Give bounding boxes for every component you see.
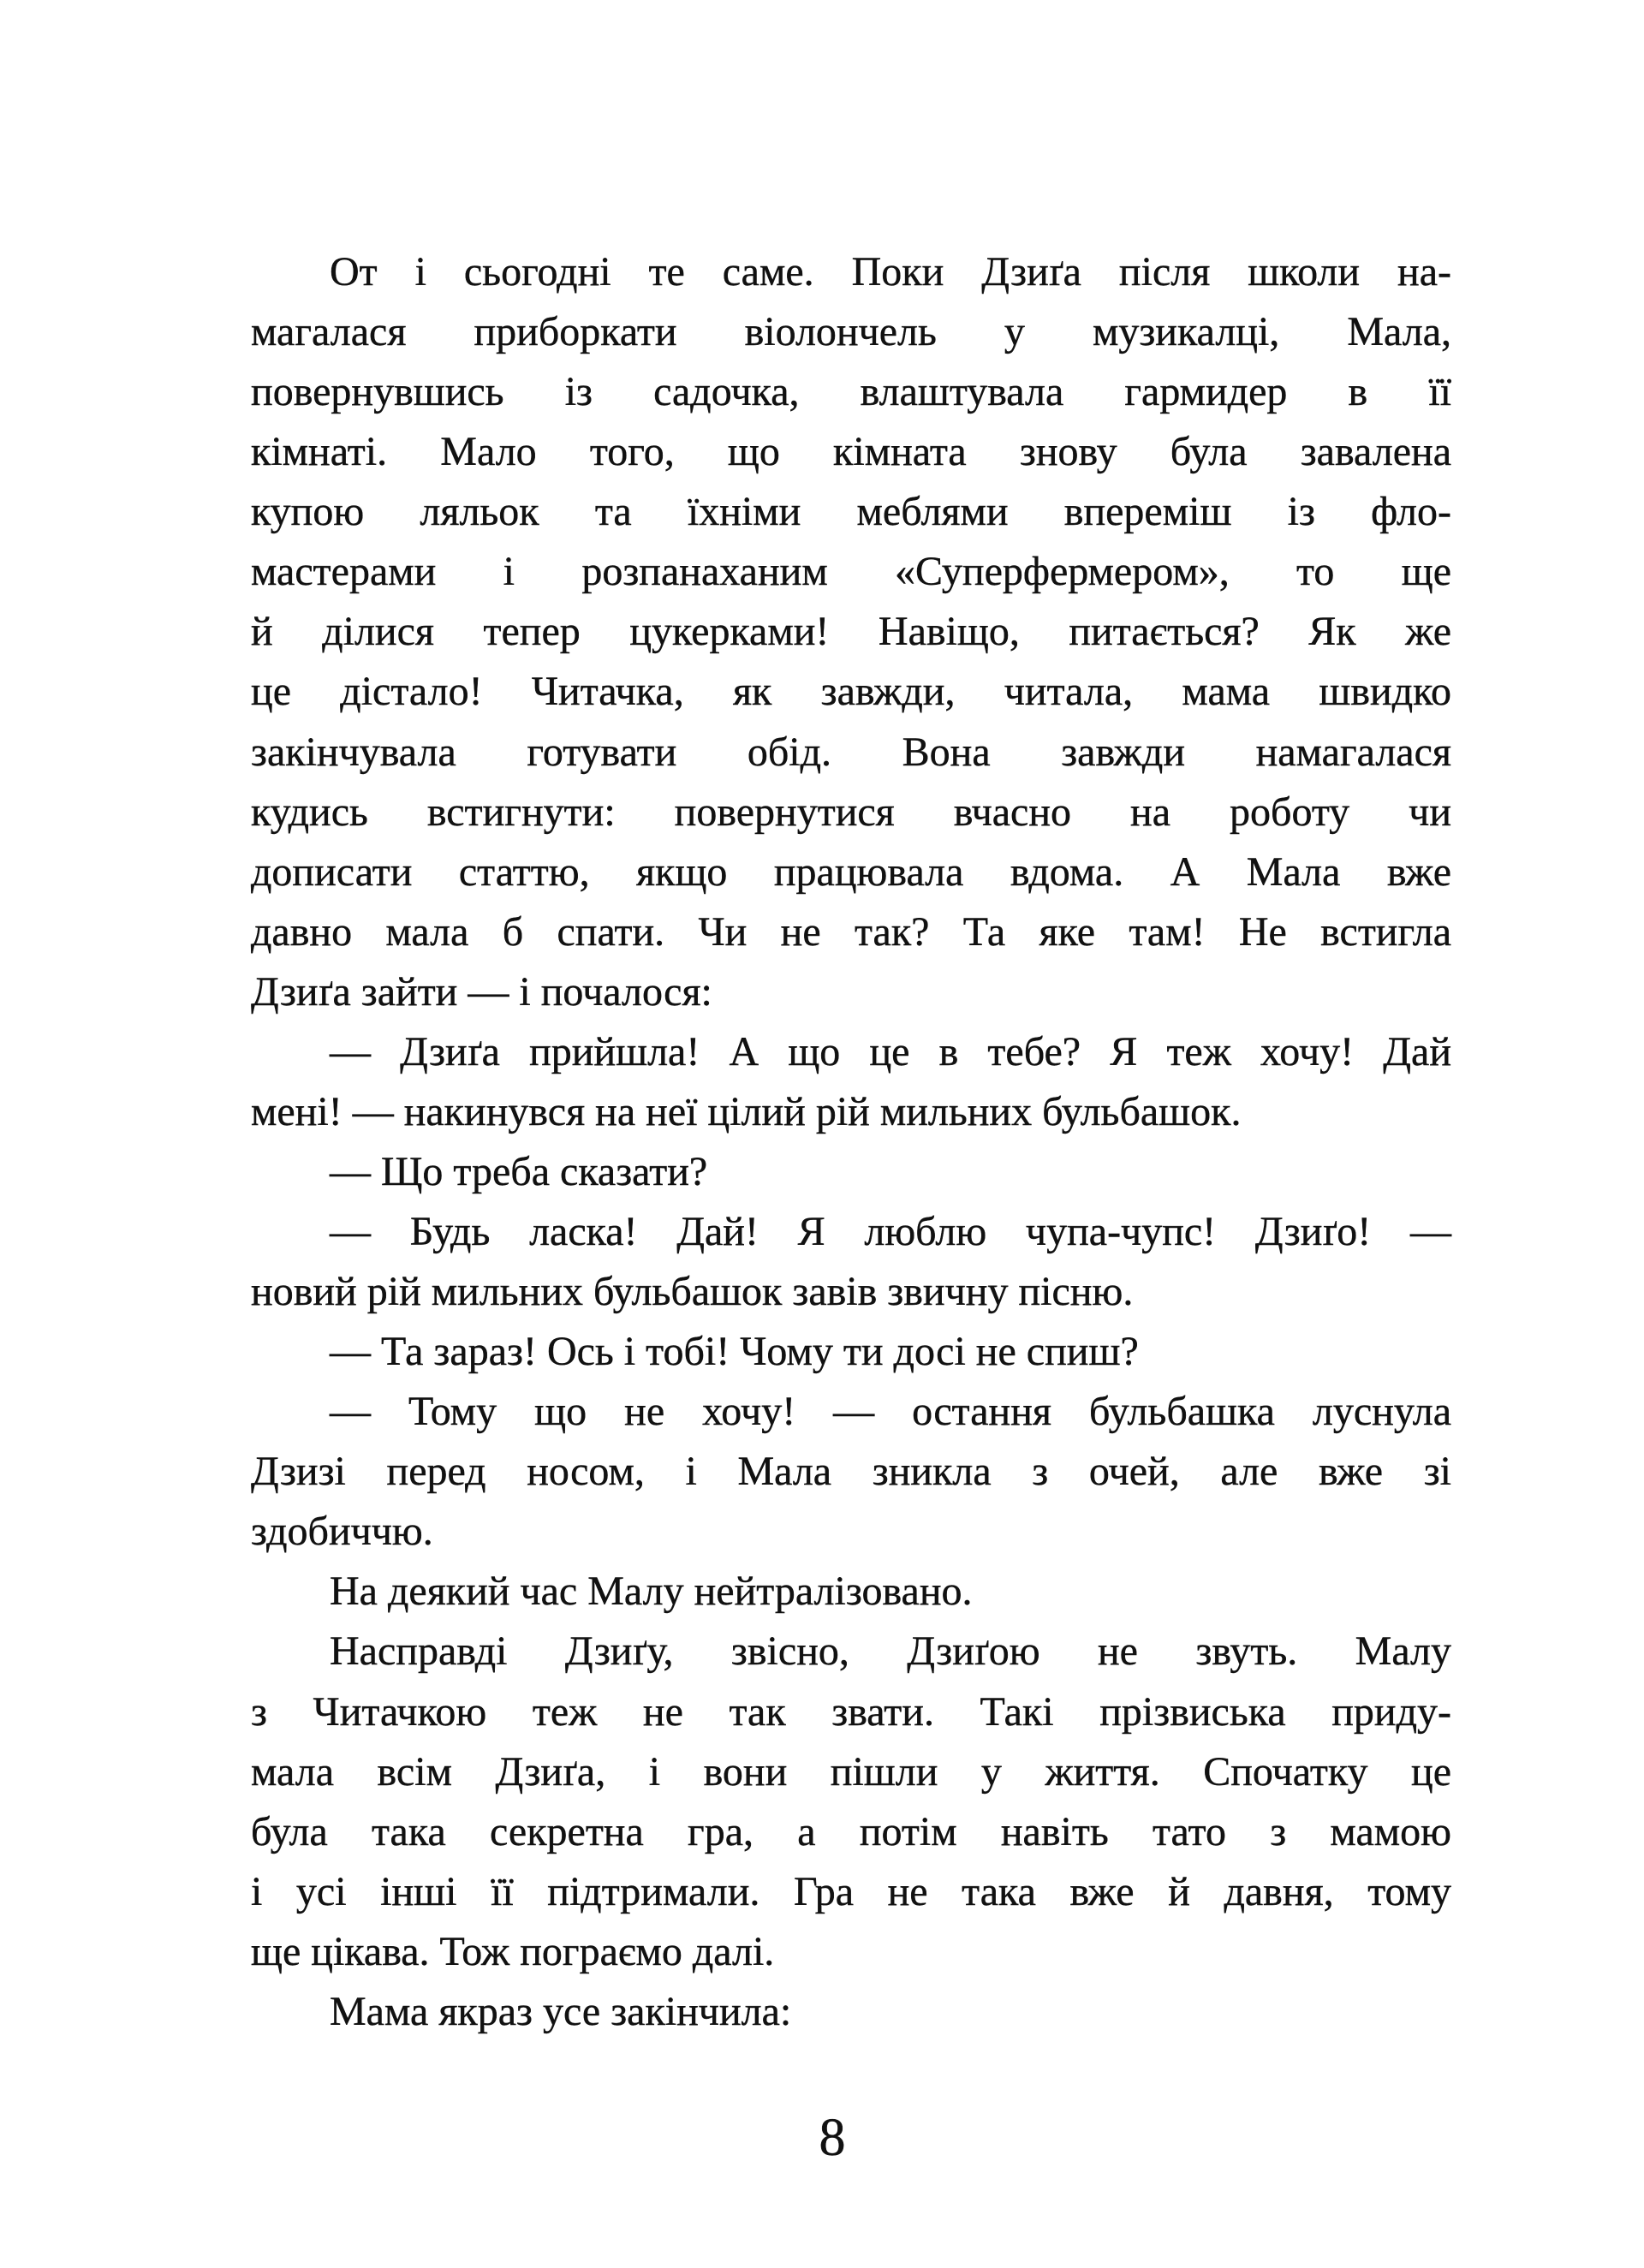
text-line: От і сьогодні те саме. Поки Дзиґа після школи на- bbox=[330, 249, 1451, 295]
text-line: кімнаті. Мало того, що кімната знову була завалена bbox=[251, 429, 1451, 475]
text-line: закінчувала готувати обід. Вона завжди намагалася bbox=[251, 729, 1451, 775]
text-line: На деякий час Малу нейтралізовано. bbox=[330, 1569, 973, 1615]
text-line: Дзиґа зайти — і почалося: bbox=[251, 968, 712, 1015]
dialogue-line: — Будь ласка! Дай! Я люблю чупа-чупс! Дзиґо! — bbox=[330, 1209, 1451, 1254]
text-line: магалася приборкати віолончель у музикалці, Мала, bbox=[251, 309, 1451, 355]
dialogue-line: здобиччю. bbox=[251, 1509, 433, 1555]
text-line: дописати статтю, якщо працювала вдома. А Мала вже bbox=[251, 848, 1451, 895]
text-line: і усі інші її підтримали. Гра не така вже й давня, тому bbox=[251, 1868, 1451, 1914]
text-line: це дістало! Читачка, як завжди, читала, мама швидко bbox=[251, 669, 1451, 715]
text-line: й ділися тепер цукерками! Навіщо, питається? Як же bbox=[251, 609, 1451, 655]
text-line: ще цікава. Тож пограємо далі. bbox=[251, 1928, 775, 1974]
text-line: кудись встигнути: повернутися вчасно на роботу чи bbox=[251, 789, 1451, 835]
dialogue-line: — Дзиґа прийшла! А що це в тебе? Я теж хочу! Дай bbox=[330, 1028, 1451, 1074]
text-line: з Читачкою теж не так звати. Такі прізвиська приду- bbox=[251, 1688, 1451, 1735]
dialogue-line: новий рій мильних бульбашок завів звичну пісню. bbox=[251, 1269, 1134, 1315]
dialogue-line: — Що треба сказати? bbox=[330, 1148, 708, 1194]
text-line: Насправді Дзиґу, звісно, Дзиґою не звуть. Малу bbox=[330, 1628, 1451, 1675]
text-line: Мама якраз усе закінчила: bbox=[330, 1988, 792, 2034]
text-line: мала всім Дзиґа, і вони пішли у життя. Спочатку це bbox=[251, 1748, 1451, 1795]
dialogue-line: мені! — накинувся на неї цілий рій мильних бульбашок. bbox=[251, 1088, 1242, 1134]
text-line: мастерами і розпанаханим «Суперфермером», то ще bbox=[251, 549, 1451, 595]
dialogue-line: — Та зараз! Ось і тобі! Чому ти досі не спиш? bbox=[330, 1329, 1139, 1375]
text-line: була така секретна гра, а потім навіть тато з мамою bbox=[251, 1808, 1451, 1854]
text-line: повернувшись із садочка, влаштувала гармидер в її bbox=[251, 369, 1451, 415]
body-text bbox=[251, 242, 1451, 2042]
page-number: 8 bbox=[819, 2109, 846, 2167]
dialogue-line: — Тому що не хочу! — остання бульбашка луснула bbox=[330, 1389, 1451, 1435]
text-line: купою ляльок та їхніми меблями впереміш із фло- bbox=[251, 489, 1451, 535]
text-line: давно мала б спати. Чи не так? Та яке там! Не встигла bbox=[251, 908, 1451, 955]
dialogue-line: Дзизі перед носом, і Мала зникла з очей, але вже зі bbox=[251, 1449, 1451, 1495]
